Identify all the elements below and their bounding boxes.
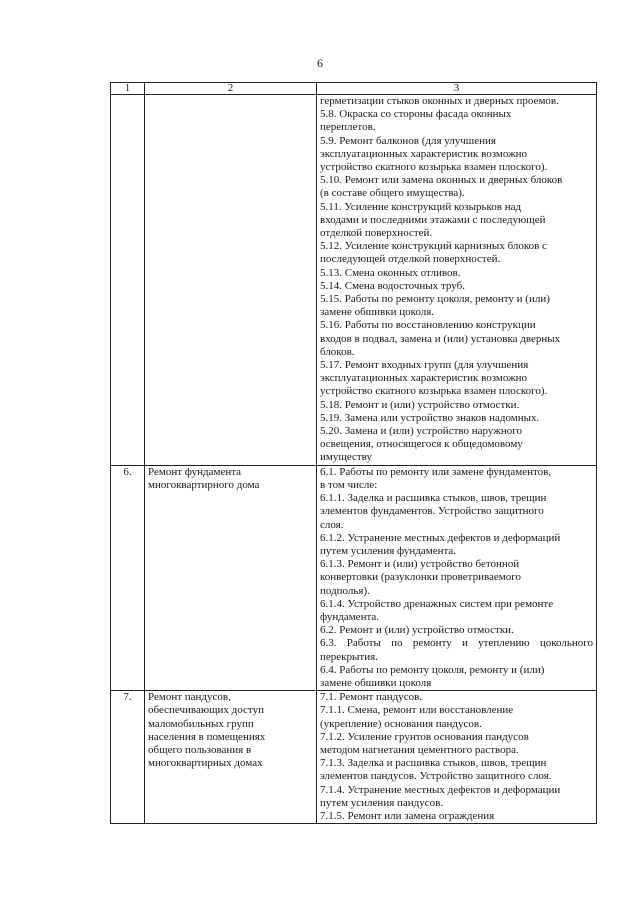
text-line: 5.17. Ремонт входных групп (для улучшения: [320, 359, 529, 372]
text-line: маломобильных групп: [148, 717, 254, 730]
text-line: эксплуатационных характеристик возможно: [320, 372, 528, 385]
text-line: 5.10. Ремонт или замена оконных и дверных блоков: [320, 174, 563, 187]
text-line: 6.3. Работы по ремонту и утеплению цокольного: [320, 637, 593, 650]
text-line: элементов пандусов. Устройство защитного слоя.: [320, 770, 552, 783]
works-table: [110, 82, 597, 824]
text-line: 7.1.2. Усиление грунтов основания пандусов: [320, 730, 529, 743]
text-line: 7.1.1. Смена, ремонт или восстановление: [320, 704, 514, 717]
header-col-2: 2: [145, 83, 317, 95]
row-continuation-works: [317, 95, 597, 466]
row-6-works: [317, 465, 597, 690]
table-row-7: [111, 691, 597, 824]
text-line: входов в подвал, замена и (или) установка дверных: [320, 332, 561, 345]
text-line: герметизации стыков оконных и дверных проемов.: [320, 95, 559, 107]
text-line: методом нагнетания цементного раствора.: [320, 743, 519, 756]
text-line: 5.11. Усиление конструкций козырьков над: [320, 200, 522, 213]
text-line: фундамента.: [320, 610, 380, 623]
text-line: перекрытия.: [320, 650, 378, 663]
text-line: 6.2. Ремонт и (или) устройство отмостки.: [320, 624, 514, 637]
row-6-number: 6.: [111, 465, 145, 690]
text-line: (в составе общего имущества).: [320, 187, 465, 200]
text-line: 6.1. Работы по ремонту или замене фундаментов,: [320, 465, 552, 478]
row-7-works: [317, 691, 597, 824]
text-line: 5.12. Усиление конструкций карнизных блоков с: [320, 240, 547, 253]
text-line: путем усиления пандусов.: [320, 796, 444, 809]
row-7-title: [145, 691, 317, 824]
text-line: имуществу: [320, 451, 372, 464]
text-line: переплетов.: [320, 121, 376, 134]
text-line: подполья).: [320, 584, 370, 597]
text-line: многоквартирных домах: [148, 757, 263, 770]
text-line: 5.20. Замена и (или) устройство наружного: [320, 425, 522, 438]
text-line: 5.15. Работы по ремонту цоколя, ремонту и (или): [320, 293, 550, 306]
text-line: Ремонт фундамента: [148, 465, 242, 478]
text-line: многоквартирного дома: [148, 478, 260, 491]
text-line: устройство скатного козырька взамен плоского).: [320, 161, 548, 174]
text-line: 5.18. Ремонт и (или) устройство отмостки.: [320, 398, 520, 411]
header-col-3: 3: [317, 83, 597, 95]
text-line: общего пользования в: [148, 743, 252, 756]
text-line: 6.1.4. Устройство дренажных систем при ремонте: [320, 597, 554, 610]
row-continuation-title: [145, 95, 317, 466]
text-line: входами и последними этажами с последующей: [320, 213, 546, 226]
text-line: 5.16. Работы по восстановлению конструкции: [320, 319, 536, 332]
text-line: последующей отделкой поверхностей.: [320, 253, 501, 266]
row-continuation-num: [111, 95, 145, 466]
header-col-1: 1: [111, 83, 145, 95]
text-line: элементов фундаментов. Устройство защитного: [320, 505, 544, 518]
text-line: путем усиления фундамента.: [320, 544, 457, 557]
table-header-row: [111, 83, 597, 95]
text-line: 6.1.2. Устранение местных дефектов и деформаций: [320, 531, 561, 544]
text-line: 7.1.5. Ремонт или замена ограждения: [320, 809, 495, 822]
text-line: 5.19. Замена или устройство знаков надомных.: [320, 411, 540, 424]
text-line: замене обшивки цоколя: [320, 676, 432, 689]
text-line: (укрепление) основания пандусов.: [320, 717, 482, 730]
text-line: блоков.: [320, 345, 355, 358]
text-line: 5.13. Смена оконных отливов.: [320, 266, 461, 279]
page-number: 6: [317, 56, 323, 70]
table-row-continuation: [111, 95, 597, 466]
text-line: обеспечивающих доступ: [148, 704, 264, 717]
text-line: 5.14. Смена водосточных труб.: [320, 279, 465, 292]
text-line: 7.1. Ремонт пандусов.: [320, 691, 423, 704]
text-line: 6.4. Работы по ремонту цоколя, ремонту и (или): [320, 663, 545, 676]
text-line: эксплуатационных характеристик возможно: [320, 147, 528, 160]
text-line: отделкой поверхностей.: [320, 227, 433, 240]
row-7-number: 7.: [111, 691, 145, 824]
text-line: замене обшивки цоколя.: [320, 306, 435, 319]
table-row-6: [111, 465, 597, 690]
text-line: освещения, относящегося к общедомовому: [320, 438, 523, 451]
text-line: 7.1.4. Устранение местных дефектов и деформации: [320, 783, 561, 796]
text-line: Ремонт пандусов,: [148, 691, 231, 704]
text-line: 5.8. Окраска со стороны фасада оконных: [320, 108, 512, 121]
text-line: населения в помещениях: [148, 730, 266, 743]
text-line: 5.9. Ремонт балконов (для улучшения: [320, 134, 496, 147]
text-line: в том числе:: [320, 478, 378, 491]
text-line: 7.1.3. Заделка и расшивка стыков, швов, трещин: [320, 757, 547, 770]
text-line: слоя.: [320, 518, 344, 531]
text-line: 6.1.1. Заделка и расшивка стыков, швов, трещин: [320, 492, 547, 505]
text-line: конвертовки (разуклонки проветриваемого: [320, 571, 521, 584]
text-line: 6.1.3. Ремонт и (или) устройство бетонной: [320, 558, 520, 571]
row-6-title: [145, 465, 317, 690]
text-line: устройство скатного козырька взамен плоского).: [320, 385, 548, 398]
